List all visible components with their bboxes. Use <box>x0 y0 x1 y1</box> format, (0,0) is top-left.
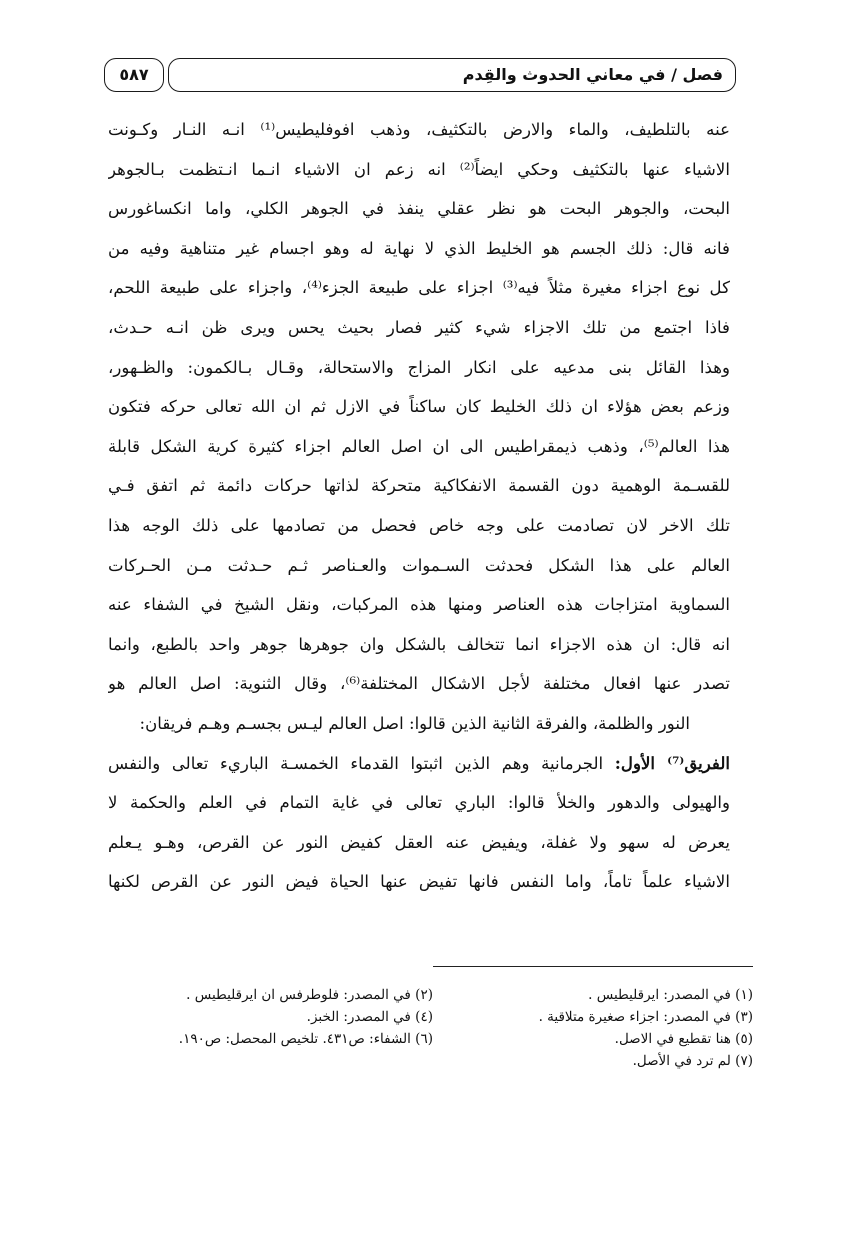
text-line: كل نوع اجزاء مغيرة مثلاً فيه⁽³⁾ اجزاء على طبيعة الجزء⁽⁴⁾، واجزاء على طبيعة اللحم، <box>108 278 730 298</box>
text-line: السماوية امتزاجات هذه العناصر ومنها هذه المركبات، ونقل الشيخ في الشفاء عنه <box>108 595 730 615</box>
text-line: تلك الاخر لان تصادمت على وجه خاص فحصل من تصادمها على ذلك الوجه هذا <box>108 515 730 535</box>
text-line: للقسـمة الوهمية دون القسمة الانفكاكية متحركة لذاتها حركات دائمة ثم اتفق فـي <box>108 476 730 496</box>
page-number-box <box>104 58 164 92</box>
text-line: فاذا اجتمع من تلك الاجزاء شيء كثير فصار بحيث يحس ويرى ظن انـه حـدث، <box>108 317 730 337</box>
text-line: وزعم بعض هؤلاء ان ذلك الخليط كان ساكناً في الازل ثم ان الله تعالى حركه فتكون <box>108 397 730 417</box>
footnote-divider <box>433 966 753 967</box>
text-line: يعرض له سهو ولا غفلة، ويفيض عنه العقل كفيض النور عن القرص، وهـو يـعلم <box>108 832 730 852</box>
footnote: (١) في المصدر: ايرقليطيس . <box>588 987 753 1003</box>
text-line: تصدر عنها افعال مختلفة لأجل الاشكال المختلفة⁽⁶⁾، وقال الثنوية: اصل العالم هو <box>108 674 730 694</box>
footnotes <box>113 984 753 1072</box>
text-line: هذا العالم⁽⁵⁾، وذهب ذيمقراطيس الى ان اصل العالم اجزاء كثيرة كرية الشكل قابلة <box>108 436 730 456</box>
text-line: النور والظلمة، والفرقة الثانية الذين قالوا: اصل العالم ليـس بجسـم وهـم فريقان: <box>139 713 690 733</box>
footnote-row <box>113 984 753 1006</box>
text-line: والهيولى والدهور والخلأ قالوا: الباري تعالى في غاية التمام في العلم والحكمة لا <box>108 793 730 813</box>
footnote: (٧) لم ترد في الأصل. <box>632 1053 753 1069</box>
text-line: البحت، والجوهر البحت هو نظر عقلي ينفذ في الجوهر الكلي، واما انكساغورس <box>108 199 730 219</box>
text-line: عنه بالتلطيف، والماء والارض بالتكثيف، وذهب افوفليطيس⁽¹⁾ انـه النـار وكـونت <box>108 120 730 139</box>
paragraph-lead: الفريق⁽⁷⁾ الأول: <box>614 752 730 773</box>
text-line: انه قال: ان هذه الاجزاء انما تتخالف بالشكل وان جوهرها جوهر واحد بالطبع، وانما <box>108 634 730 654</box>
text-line: فانه قال: ذلك الجسم هو الخليط الذي لا نهاية له وهو اجسام غير متناهية وفيه من <box>108 238 730 258</box>
text-line: العالم على هذا الشكل فحدثت السـموات والعـناصر ثـم حـدثت مـن الحـركات <box>108 555 730 575</box>
running-header <box>104 58 736 96</box>
footnote: (٥) هنا تقطيع في الاصل. <box>614 1031 753 1047</box>
footnote-row <box>113 1050 753 1072</box>
body-text <box>108 110 730 902</box>
chapter-title: فصل / في معاني الحدوث والقِدم <box>462 65 723 84</box>
text-line: الاشياء عنها بالتكثيف وحكي ايضاً⁽²⁾ انه زعم ان الاشياء انـما انـتظمت بـالجوهر <box>108 159 730 179</box>
paragraph-lead-text: الجرمانية وهم الذين اثبتوا القدماء الخمسـة الباريء تعالى والنفس <box>108 753 615 773</box>
text-line: وهذا القائل بنى مدعيه على انكار المزاج والاستحالة، وقـال بـالكمون: والظـهور، <box>108 357 730 377</box>
footnote-row <box>113 1028 753 1050</box>
text-line: الاشياء علماً تاماً، واما النفس فانها تفيض عنها الحياة فيض النور عن القرص لكنها <box>108 872 730 892</box>
footnote: (٣) في المصدر: اجزاء صغيرة متلاقية . <box>538 1009 753 1025</box>
footnote-row <box>113 1006 753 1028</box>
paragraph-lead-line <box>108 744 730 784</box>
chapter-title-box <box>168 58 736 92</box>
footnote: (٢) في المصدر: فلوطرفس ان ايرقليطيس . <box>186 987 433 1003</box>
footnote: (٤) في المصدر: الخبز. <box>306 1009 433 1025</box>
footnote: (٦) الشفاء: ص٤٣١. تلخيص المحصل: ص١٩٠. <box>178 1031 433 1047</box>
page-number: ٥٨٧ <box>119 65 149 84</box>
